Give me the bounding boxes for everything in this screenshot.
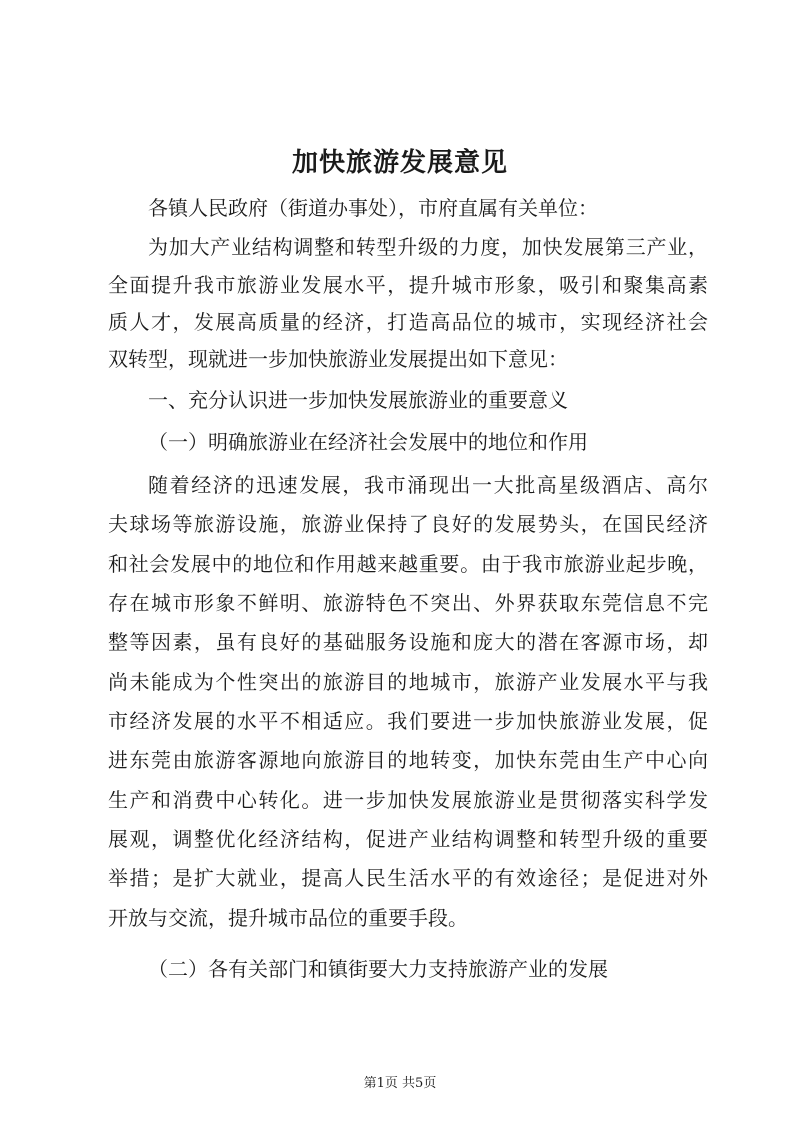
paragraph-line: 双转型，现就进一步加快旅游业发展提出如下意见： xyxy=(108,347,568,371)
paragraph-line: 展观，调整优化经济结构，促进产业结构调整和转型升级的重要 xyxy=(108,827,708,851)
paragraph-line: 进东莞由旅游客源地向旅游目的地转变，加快东莞由生产中心向 xyxy=(108,748,708,772)
paragraph-line: 全面提升我市旅游业发展水平，提升城市形象，吸引和聚集高素 xyxy=(108,273,708,297)
paragraph-line: 尚未能成为个性突出的旅游目的地城市，旅游产业发展水平与我 xyxy=(108,670,708,694)
paragraph-line: 和社会发展中的地位和作用越来越重要。由于我市旅游业起步晚， xyxy=(108,552,708,576)
paragraph-line: 为加大产业结构调整和转型升级的力度，加快发展第三产业， xyxy=(148,235,708,259)
paragraph-line: 随着经济的迅速发展，我市涌现出一大批高星级酒店、高尔 xyxy=(148,473,708,497)
paragraph-line: 市经济发展的水平不相适应。我们要进一步加快旅游业发展，促 xyxy=(108,709,708,733)
paragraph-line: 整等因素，虽有良好的基础服务设施和庞大的潜在客源市场，却 xyxy=(108,630,708,654)
paragraph-line: 夫球场等旅游设施，旅游业保持了良好的发展势头，在国民经济 xyxy=(108,512,708,536)
subsection-heading: （一）明确旅游业在经济社会发展中的地位和作用 xyxy=(148,430,588,454)
subsection-heading: （二）各有关部门和镇街要大力支持旅游产业的发展 xyxy=(148,957,608,981)
salutation: 各镇人民政府（街道办事处），市府直属有关单位： xyxy=(148,196,598,220)
paragraph-line: 存在城市形象不鲜明、旅游特色不突出、外界获取东莞信息不完 xyxy=(108,591,708,615)
page-indicator: 第1页 共5页 xyxy=(363,1076,437,1091)
paragraph-line: 开放与交流，提升城市品位的重要手段。 xyxy=(108,906,468,930)
section-heading: 一、充分认识进一步加快发展旅游业的重要意义 xyxy=(148,388,568,412)
paragraph-line: 生产和消费中心转化。进一步加快发展旅游业是贯彻落实科学发 xyxy=(108,788,708,812)
page-title: 加快旅游发展意见 xyxy=(291,148,508,178)
paragraph-line: 举措；是扩大就业，提高人民生活水平的有效途径；是促进对外 xyxy=(108,866,708,890)
paragraph-line: 质人才，发展高质量的经济，打造高品位的城市，实现经济社会 xyxy=(108,310,708,334)
